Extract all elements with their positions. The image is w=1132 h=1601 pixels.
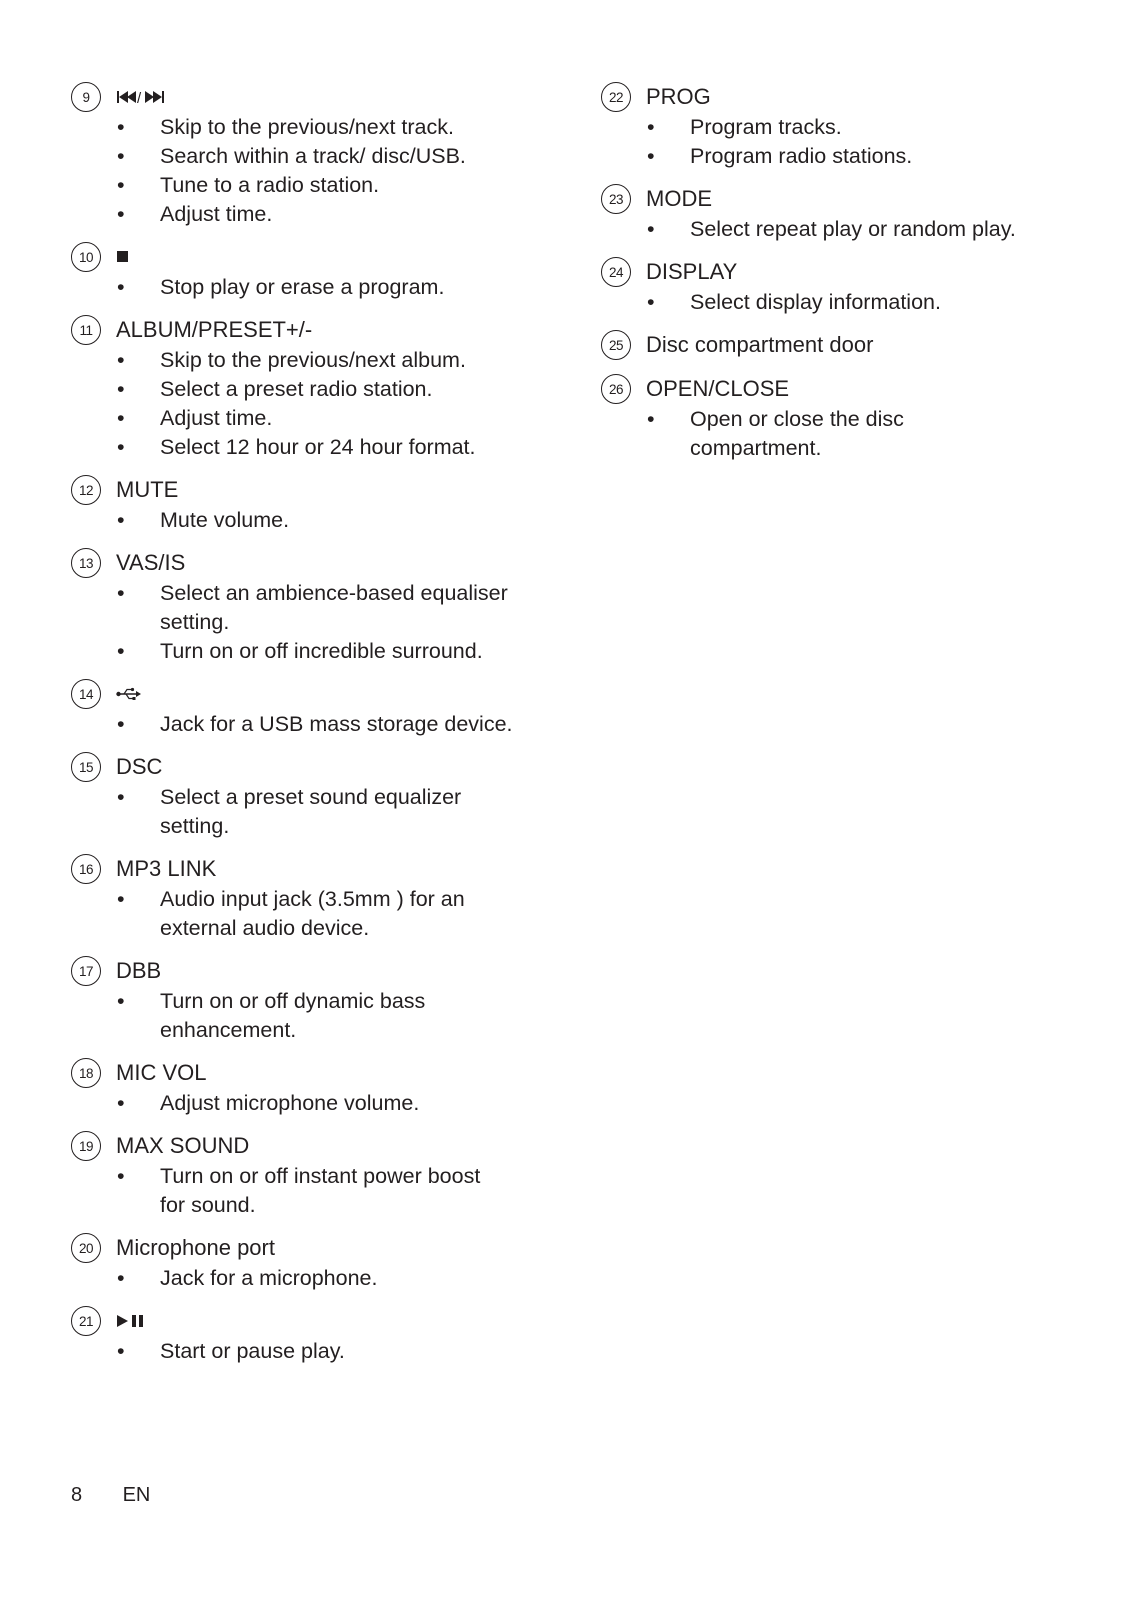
bullet-dot: • — [117, 115, 125, 139]
bullet-text: Search within a track/ disc/USB. — [160, 144, 466, 168]
bullet-text: Turn on or off incredible surround. — [160, 639, 483, 663]
bullet-list — [71, 1264, 541, 1293]
item-number-circle: 20 — [71, 1233, 101, 1263]
item-heading — [71, 474, 541, 506]
bullet-list — [71, 1089, 541, 1118]
bullet-list — [601, 215, 1081, 244]
bullet-dot: • — [117, 202, 125, 226]
bullet-text: Stop play or erase a program. — [160, 275, 445, 299]
bullet-dot: • — [117, 406, 125, 430]
item-9 — [71, 81, 541, 229]
bullet-dot: • — [647, 407, 655, 431]
item-20 — [71, 1232, 541, 1293]
item-heading — [71, 241, 541, 273]
bullet-text: Skip to the previous/next album. — [160, 348, 466, 372]
bullet-text: Mute volume. — [160, 508, 290, 532]
item-number-circle: 15 — [71, 752, 101, 782]
bullet-item — [71, 346, 541, 375]
page-footer — [71, 1484, 150, 1507]
bullet-item — [71, 200, 541, 229]
item-label: Disc compartment door — [646, 332, 874, 357]
item-number-circle: 21 — [71, 1306, 101, 1336]
bullet-item — [71, 885, 541, 943]
item-15 — [71, 751, 541, 841]
item-number-circle: 18 — [71, 1058, 101, 1088]
item-25 — [601, 329, 1081, 361]
bullet-text: Program tracks. — [690, 115, 842, 139]
bullet-dot: • — [117, 1266, 125, 1290]
bullet-list — [71, 1337, 541, 1366]
bullet-item — [71, 1337, 541, 1366]
item-26 — [601, 373, 1081, 463]
bullet-list — [71, 987, 541, 1045]
bullet-item — [601, 215, 1081, 244]
bullet-text: Program radio stations. — [690, 144, 913, 168]
bullet-text: Select 12 hour or 24 hour format. — [160, 435, 476, 459]
item-24 — [601, 256, 1081, 317]
bullet-list — [71, 579, 541, 666]
bullet-list — [601, 405, 1081, 463]
item-heading — [71, 314, 541, 346]
item-number-circle: 24 — [601, 257, 631, 287]
bullet-dot: • — [117, 1164, 125, 1188]
item-heading — [71, 751, 541, 783]
bullet-text: Select an ambience-based equaliser setting. — [160, 581, 508, 634]
play-pause-icon — [116, 1313, 152, 1329]
bullet-item — [71, 987, 541, 1045]
bullet-dot: • — [117, 275, 125, 299]
bullet-item — [71, 1162, 541, 1220]
bullet-item — [71, 171, 541, 200]
bullet-text: Tune to a radio station. — [160, 173, 380, 197]
item-heading — [601, 373, 1081, 405]
bullet-text: Turn on or off dynamic bass enhancement. — [160, 989, 426, 1042]
bullet-text: Jack for a USB mass storage device. — [160, 712, 513, 736]
bullet-dot: • — [117, 581, 125, 605]
bullet-item — [601, 142, 1081, 171]
bullet-item — [71, 273, 541, 302]
bullet-text: Start or pause play. — [160, 1339, 345, 1363]
bullet-item — [71, 506, 541, 535]
right-column — [601, 81, 1081, 475]
item-heading — [71, 81, 541, 113]
item-label: OPEN/CLOSE — [646, 376, 790, 401]
bullet-text: Audio input jack (3.5mm ) for an external audio device. — [160, 887, 465, 940]
bullet-text: Turn on or off instant power boost for sound. — [160, 1164, 481, 1217]
bullet-dot: • — [647, 115, 655, 139]
item-label: Microphone port — [116, 1235, 275, 1260]
bullet-list — [71, 885, 541, 943]
item-number-circle: 13 — [71, 548, 101, 578]
item-label: MIC VOL — [116, 1060, 207, 1085]
bullet-list — [71, 783, 541, 841]
item-heading — [601, 256, 1081, 288]
bullet-text: Jack for a microphone. — [160, 1266, 378, 1290]
item-label: DSC — [116, 754, 163, 779]
bullet-text: Adjust time. — [160, 406, 273, 430]
usb-icon — [116, 687, 142, 701]
bullet-item — [71, 142, 541, 171]
item-heading — [71, 853, 541, 885]
item-heading — [71, 1130, 541, 1162]
item-number-circle: 25 — [601, 330, 631, 360]
bullet-list — [71, 506, 541, 535]
item-number-circle: 19 — [71, 1131, 101, 1161]
item-heading — [71, 1232, 541, 1264]
item-number-circle: 11 — [71, 315, 101, 345]
item-16 — [71, 853, 541, 943]
bullet-list — [71, 1162, 541, 1220]
bullet-list — [71, 273, 541, 302]
language-code: EN — [122, 1484, 151, 1506]
bullet-dot: • — [117, 989, 125, 1013]
item-14 — [71, 678, 541, 739]
item-label: DISPLAY — [646, 259, 738, 284]
bullet-dot: • — [647, 290, 655, 314]
bullet-text: Select display information. — [690, 290, 941, 314]
bullet-text: Select a preset radio station. — [160, 377, 433, 401]
item-number-circle: 12 — [71, 475, 101, 505]
bullet-item — [71, 404, 541, 433]
bullet-item — [71, 375, 541, 404]
bullet-dot: • — [117, 435, 125, 459]
item-heading — [601, 81, 1081, 113]
item-label: MUTE — [116, 477, 179, 502]
item-number-circle: 26 — [601, 374, 631, 404]
bullet-dot: • — [647, 217, 655, 241]
item-number-circle: 10 — [71, 242, 101, 272]
bullet-dot: • — [117, 144, 125, 168]
bullet-list — [601, 288, 1081, 317]
bullet-dot: • — [117, 785, 125, 809]
item-number-circle: 14 — [71, 679, 101, 709]
bullet-dot: • — [117, 712, 125, 736]
item-label: MAX SOUND — [116, 1133, 250, 1158]
bullet-text: Select repeat play or random play. — [690, 217, 1016, 241]
item-19 — [71, 1130, 541, 1220]
bullet-item — [71, 783, 541, 841]
bullet-dot: • — [117, 377, 125, 401]
bullet-dot: • — [117, 1091, 125, 1115]
item-23 — [601, 183, 1081, 244]
bullet-dot: • — [117, 639, 125, 663]
svg-text:/: / — [137, 90, 142, 105]
item-heading — [601, 329, 1081, 361]
item-22 — [601, 81, 1081, 171]
bullet-list — [71, 710, 541, 739]
bullet-dot: • — [117, 1339, 125, 1363]
bullet-list — [71, 113, 541, 229]
bullet-text: Adjust microphone volume. — [160, 1091, 420, 1115]
bullet-dot: • — [117, 348, 125, 372]
item-number-circle: 17 — [71, 956, 101, 986]
item-label: ALBUM/PRESET+/- — [116, 317, 313, 342]
item-heading — [71, 678, 541, 710]
prev-next-icon — [116, 89, 178, 105]
left-column — [71, 81, 541, 1378]
bullet-item — [71, 710, 541, 739]
item-heading — [71, 955, 541, 987]
item-heading — [71, 1305, 541, 1337]
bullet-item — [71, 1264, 541, 1293]
item-label: PROG — [646, 84, 711, 109]
item-label: VAS/IS — [116, 550, 186, 575]
item-11 — [71, 314, 541, 462]
item-label: MODE — [646, 186, 712, 211]
item-17 — [71, 955, 541, 1045]
item-number-circle: 23 — [601, 184, 631, 214]
bullet-dot: • — [117, 887, 125, 911]
item-number-circle: 16 — [71, 854, 101, 884]
item-heading — [71, 547, 541, 579]
item-12 — [71, 474, 541, 535]
item-heading — [601, 183, 1081, 215]
bullet-item — [601, 288, 1081, 317]
bullet-text: Select a preset sound equalizer setting. — [160, 785, 462, 838]
item-label: DBB — [116, 958, 162, 983]
item-heading — [71, 1057, 541, 1089]
stop-icon — [116, 250, 130, 264]
bullet-item — [71, 1089, 541, 1118]
item-10 — [71, 241, 541, 302]
bullet-text: Adjust time. — [160, 202, 273, 226]
bullet-item — [71, 113, 541, 142]
item-13 — [71, 547, 541, 666]
bullet-item — [601, 113, 1081, 142]
bullet-dot: • — [647, 144, 655, 168]
item-number-circle: 22 — [601, 82, 631, 112]
item-21 — [71, 1305, 541, 1366]
item-label: MP3 LINK — [116, 856, 217, 881]
bullet-dot: • — [117, 173, 125, 197]
item-number-circle: 9 — [71, 82, 101, 112]
bullet-item — [71, 579, 541, 637]
page-number: 8 — [71, 1484, 83, 1506]
bullet-list — [71, 346, 541, 462]
bullet-dot: • — [117, 508, 125, 532]
bullet-item — [601, 405, 1081, 463]
bullet-list — [601, 113, 1081, 171]
item-18 — [71, 1057, 541, 1118]
bullet-item — [71, 433, 541, 462]
bullet-text: Skip to the previous/next track. — [160, 115, 454, 139]
bullet-text: Open or close the disc compartment. — [690, 407, 904, 460]
bullet-item — [71, 637, 541, 666]
